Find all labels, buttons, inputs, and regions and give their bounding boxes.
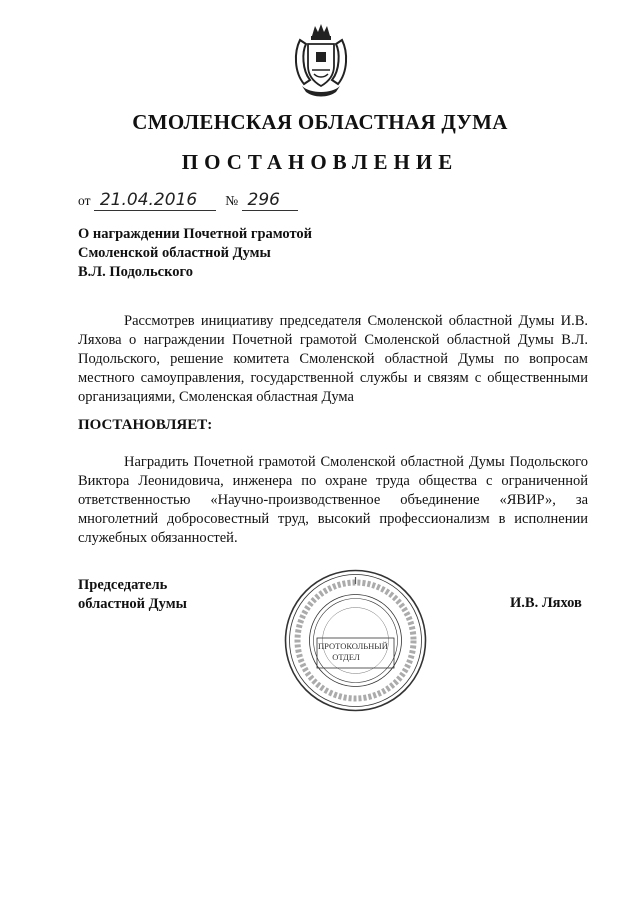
signer-position-line-1: Председатель xyxy=(78,577,168,593)
date-prefix: от xyxy=(78,193,91,208)
coat-of-arms-icon xyxy=(290,22,352,100)
subject-line-3: В.Л. Подольского xyxy=(78,264,193,280)
preamble-paragraph: Рассмотрев инициативу председателя Смоленской областной Думы И.В. Ляхова о награждении Почетной грамотой Смоленской областной Думы В.Л. Подольского, решение комитета Смоленской областной Думы по вопросам местного самоуправления, государственной службы и связям с общественными организациями, Смоленская областная Дума xyxy=(78,313,588,405)
stamp-label xyxy=(318,641,388,663)
number-value: 296 xyxy=(242,190,298,211)
number-label: № xyxy=(225,193,239,208)
signer-name: И.В. Ляхов xyxy=(510,595,582,611)
document-type: ПОСТАНОВЛЕНИЕ xyxy=(181,150,459,174)
subject-line-1: О награждении Почетной грамотой xyxy=(78,226,313,242)
stamp-label-line-2: ОТДЕЛ xyxy=(332,652,360,662)
date-number-line xyxy=(78,190,298,211)
date-value: 21.04.2016 xyxy=(94,190,216,211)
resolves-heading: ПОСТАНОВЛЯЕТ: xyxy=(78,417,213,433)
signer-position-line-2: областной Думы xyxy=(78,596,187,612)
signer-position xyxy=(78,576,187,614)
stamp-label-line-1: ПРОТОКОЛЬНЫЙ xyxy=(318,641,388,651)
subject-line-2: Смоленской областной Думы xyxy=(78,245,271,261)
decision-paragraph: Наградить Почетной грамотой Смоленской областной Думы Подольского Виктора Леонидовича, инженера по охране труда общества с ограниченной ответственностью «Научно-производственное объединение «ЯВИР», за многолетний добросовестный труд, высокий профессионализм в исполнении служебных обязанностей. xyxy=(78,454,588,546)
organization-title: СМОЛЕНСКАЯ ОБЛАСТНАЯ ДУМА xyxy=(132,110,508,134)
subject-block xyxy=(78,225,312,282)
